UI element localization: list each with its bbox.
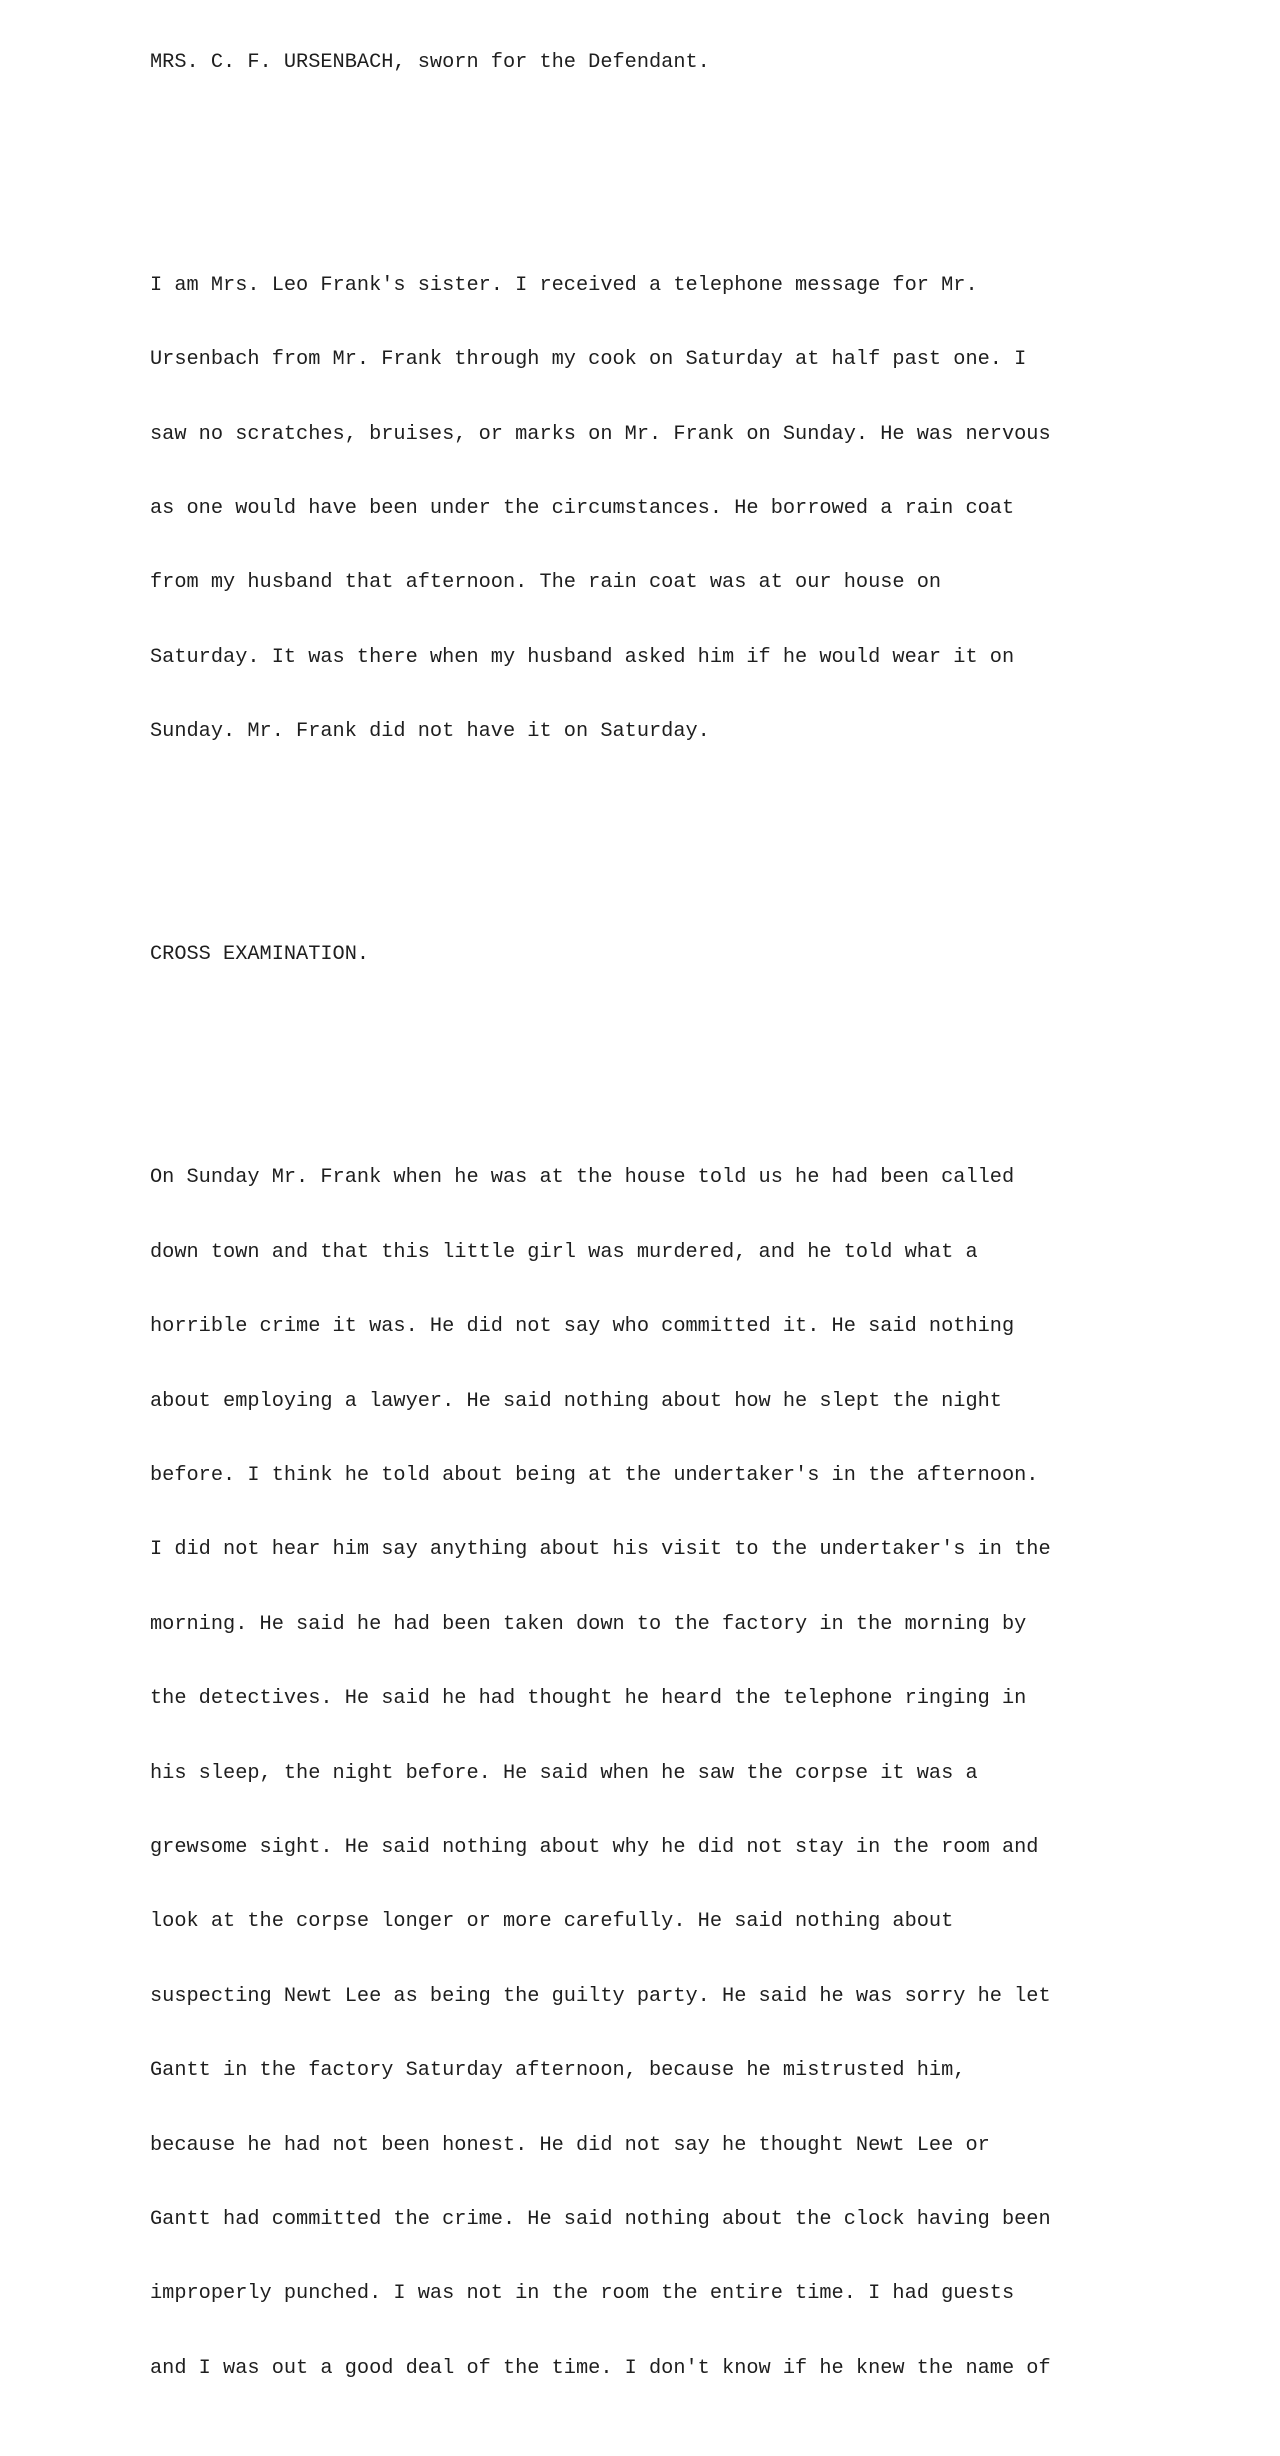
text-line: look at the corpse longer or more carefully. He said nothing about bbox=[150, 1910, 954, 1934]
text-line: I am Mrs. Leo Frank's sister. I received a telephone message for Mr. bbox=[150, 273, 978, 297]
section-heading: CROSS EXAMINATION. bbox=[150, 943, 370, 967]
text-line: because he had not been honest. He did not say he thought Newt Lee or bbox=[150, 2133, 990, 2157]
direct-testimony-paragraph bbox=[150, 224, 1270, 794]
text-line: Sunday. Mr. Frank did not have it on Saturday. bbox=[150, 720, 710, 744]
text-line: On Sunday Mr. Frank when he was at the house told us he had been called bbox=[150, 1166, 1015, 1190]
text-line: about employing a lawyer. He said nothing about how he slept the night bbox=[150, 1389, 1002, 1413]
text-line: his sleep, the night before. He said when he saw the corpse it was a bbox=[150, 1761, 978, 1785]
text-line: morning. He said he had been taken down to the factory in the morning by bbox=[150, 1612, 1027, 1636]
paragraph-gap bbox=[150, 125, 1270, 150]
text-line: the detectives. He said he had thought he heard the telephone ringing in bbox=[150, 1687, 1027, 1711]
text-line: suspecting Newt Lee as being the guilty party. He said he was sorry he let bbox=[150, 1984, 1051, 2008]
text-line: grewsome sight. He said nothing about why he did not stay in the room and bbox=[150, 1835, 1039, 1859]
cross-examination-paragraph bbox=[150, 1117, 1270, 2431]
text-line: improperly punched. I was not in the room the entire time. I had guests bbox=[150, 2282, 1015, 2306]
document-page bbox=[150, 1, 1270, 2456]
text-line: saw no scratches, bruises, or marks on Mr. Frank on Sunday. He was nervous bbox=[150, 422, 1051, 446]
text-line: Gantt in the factory Saturday afternoon, because he mistrusted him, bbox=[150, 2059, 966, 2083]
text-line: Ursenbach from Mr. Frank through my cook on Saturday at half past one. I bbox=[150, 348, 1027, 372]
witness-heading: MRS. C. F. URSENBACH, sworn for the Defendant. bbox=[150, 50, 710, 74]
text-line: and I was out a good deal of the time. I don't know if he knew the name of bbox=[150, 2356, 1051, 2380]
paragraph-gap bbox=[150, 869, 1270, 894]
text-line: I did not hear him say anything about his visit to the undertaker's in the bbox=[150, 1538, 1051, 1562]
text-line: from my husband that afternoon. The rain coat was at our house on bbox=[150, 571, 942, 595]
text-line: as one would have been under the circumstances. He borrowed a rain coat bbox=[150, 496, 1015, 520]
text-line: Saturday. It was there when my husband asked him if he would wear it on bbox=[150, 645, 1015, 669]
text-line: horrible crime it was. He did not say who committed it. He said nothing bbox=[150, 1315, 1015, 1339]
text-line: down town and that this little girl was murdered, and he told what a bbox=[150, 1240, 978, 1264]
paragraph-gap bbox=[150, 1018, 1270, 1043]
text-line: Gantt had committed the crime. He said nothing about the clock having been bbox=[150, 2207, 1051, 2231]
text-line: before. I think he told about being at the undertaker's in the afternoon. bbox=[150, 1464, 1039, 1488]
